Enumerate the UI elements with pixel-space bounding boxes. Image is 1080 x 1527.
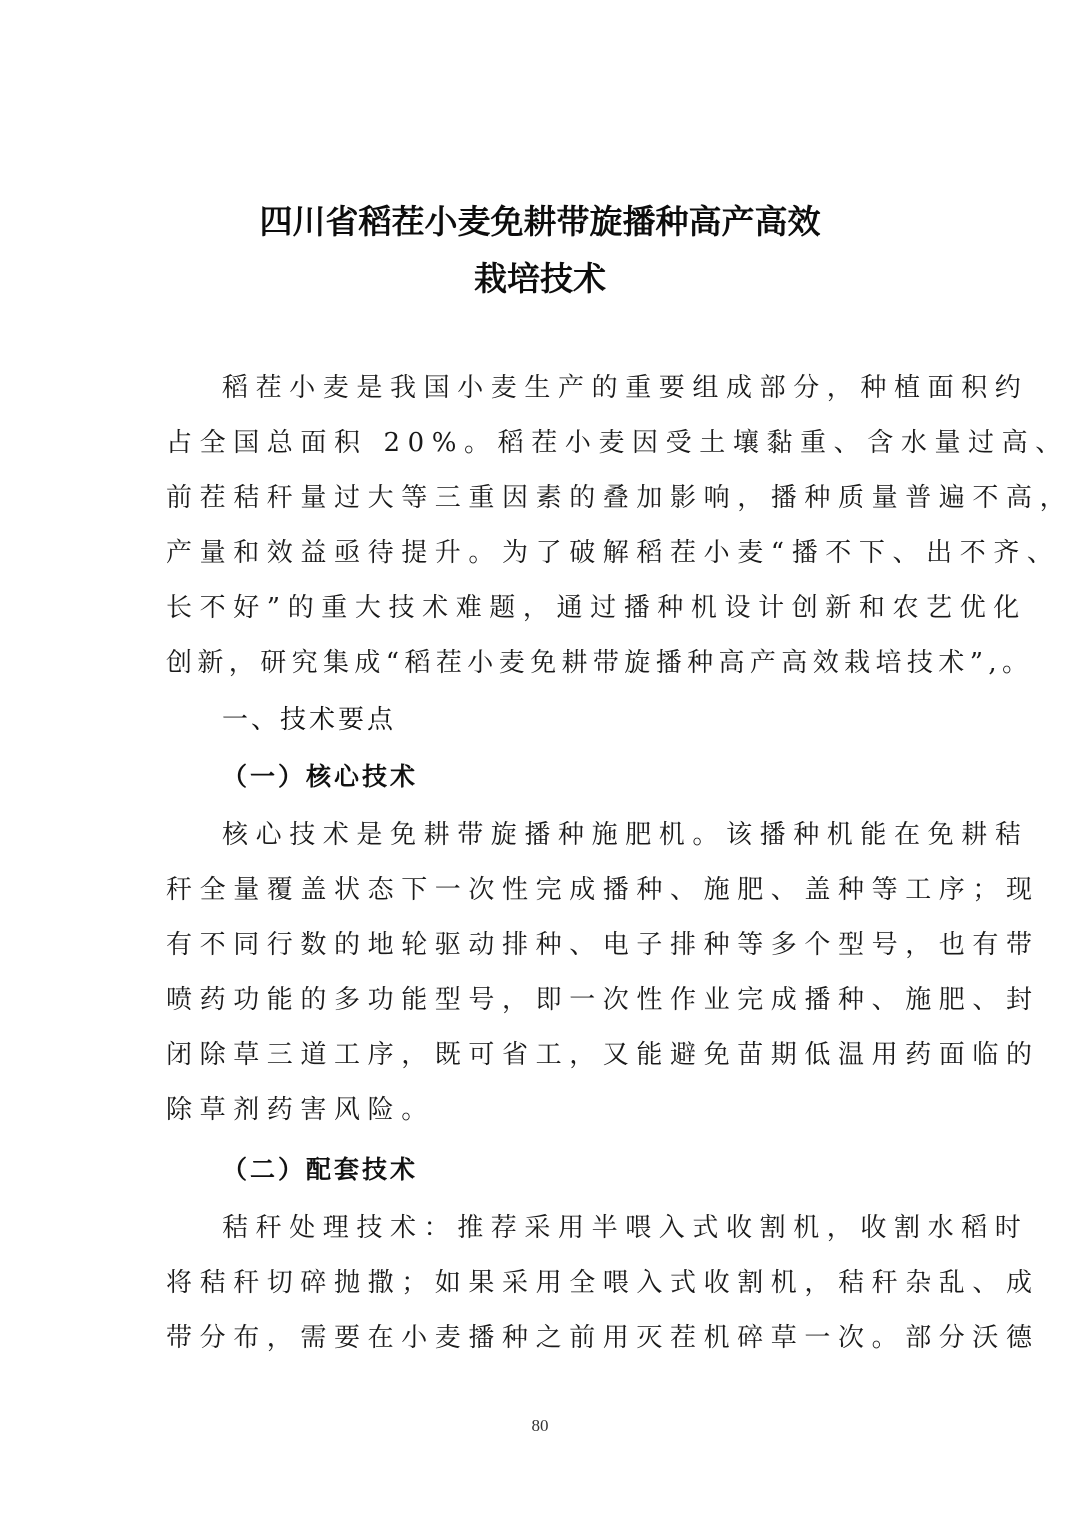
subsection1-paragraph-line: 除草剂药害风险。 bbox=[166, 1095, 435, 1125]
page-number: 80 bbox=[531, 1416, 549, 1435]
subsection-heading: （二）配套技术 bbox=[222, 1155, 419, 1184]
subsection1-paragraph-line: 喷药功能的多功能型号，即一次性作业完成播种、施肥、封 bbox=[166, 985, 1040, 1015]
intro-paragraph-line: 稻茬小麦是我国小麦生产的重要组成部分，种植面积约 bbox=[222, 373, 1029, 403]
document-title-line-2: 栽培技术 bbox=[474, 259, 606, 298]
document-title-line-1: 四川省稻茬小麦免耕带旋播种高产高效 bbox=[259, 202, 821, 241]
intro-paragraph-line: 占全国总面积 20%。稻茬小麦因受土壤黏重、含水量过高、 bbox=[166, 428, 1069, 458]
subsection-heading: （一）核心技术 bbox=[222, 762, 419, 791]
subsection1-paragraph-line: 核心技术是免耕带旋播种施肥机。该播种机能在免耕秸 bbox=[222, 820, 1029, 850]
subsection1-paragraph-line: 秆全量覆盖状态下一次性完成播种、施肥、盖种等工序；现 bbox=[166, 875, 1040, 905]
subsection1-paragraph-line: 有不同行数的地轮驱动排种、电子排种等多个型号，也有带 bbox=[166, 930, 1040, 960]
subsection2-paragraph-line: 带分布，需要在小麦播种之前用灭茬机碎草一次。部分沃德 bbox=[166, 1323, 1040, 1353]
subsection1-paragraph-line: 闭除草三道工序，既可省工，又能避免苗期低温用药面临的 bbox=[166, 1040, 1040, 1070]
intro-paragraph-line: 长不好”的重大技术难题，通过播种机设计创新和农艺优化 bbox=[166, 593, 1027, 623]
intro-paragraph-line: 创新，研究集成“稻茬小麦免耕带旋播种高产高效栽培技术”,。 bbox=[166, 648, 1034, 678]
section-heading: 一、技术要点 bbox=[222, 705, 397, 735]
subsection2-paragraph-line: 秸秆处理技术：推荐采用半喂入式收割机，收割水稻时 bbox=[222, 1213, 1029, 1243]
intro-paragraph-line: 产量和效益亟待提升。为了破解稻茬小麦“播不下、出不齐、 bbox=[166, 538, 1061, 568]
subsection2-paragraph-line: 将秸秆切碎抛撒；如果采用全喂入式收割机，秸秆杂乱、成 bbox=[166, 1268, 1040, 1298]
intro-paragraph-line: 前茬秸秆量过大等三重因素的叠加影响，播种质量普遍不高， bbox=[166, 483, 1074, 513]
